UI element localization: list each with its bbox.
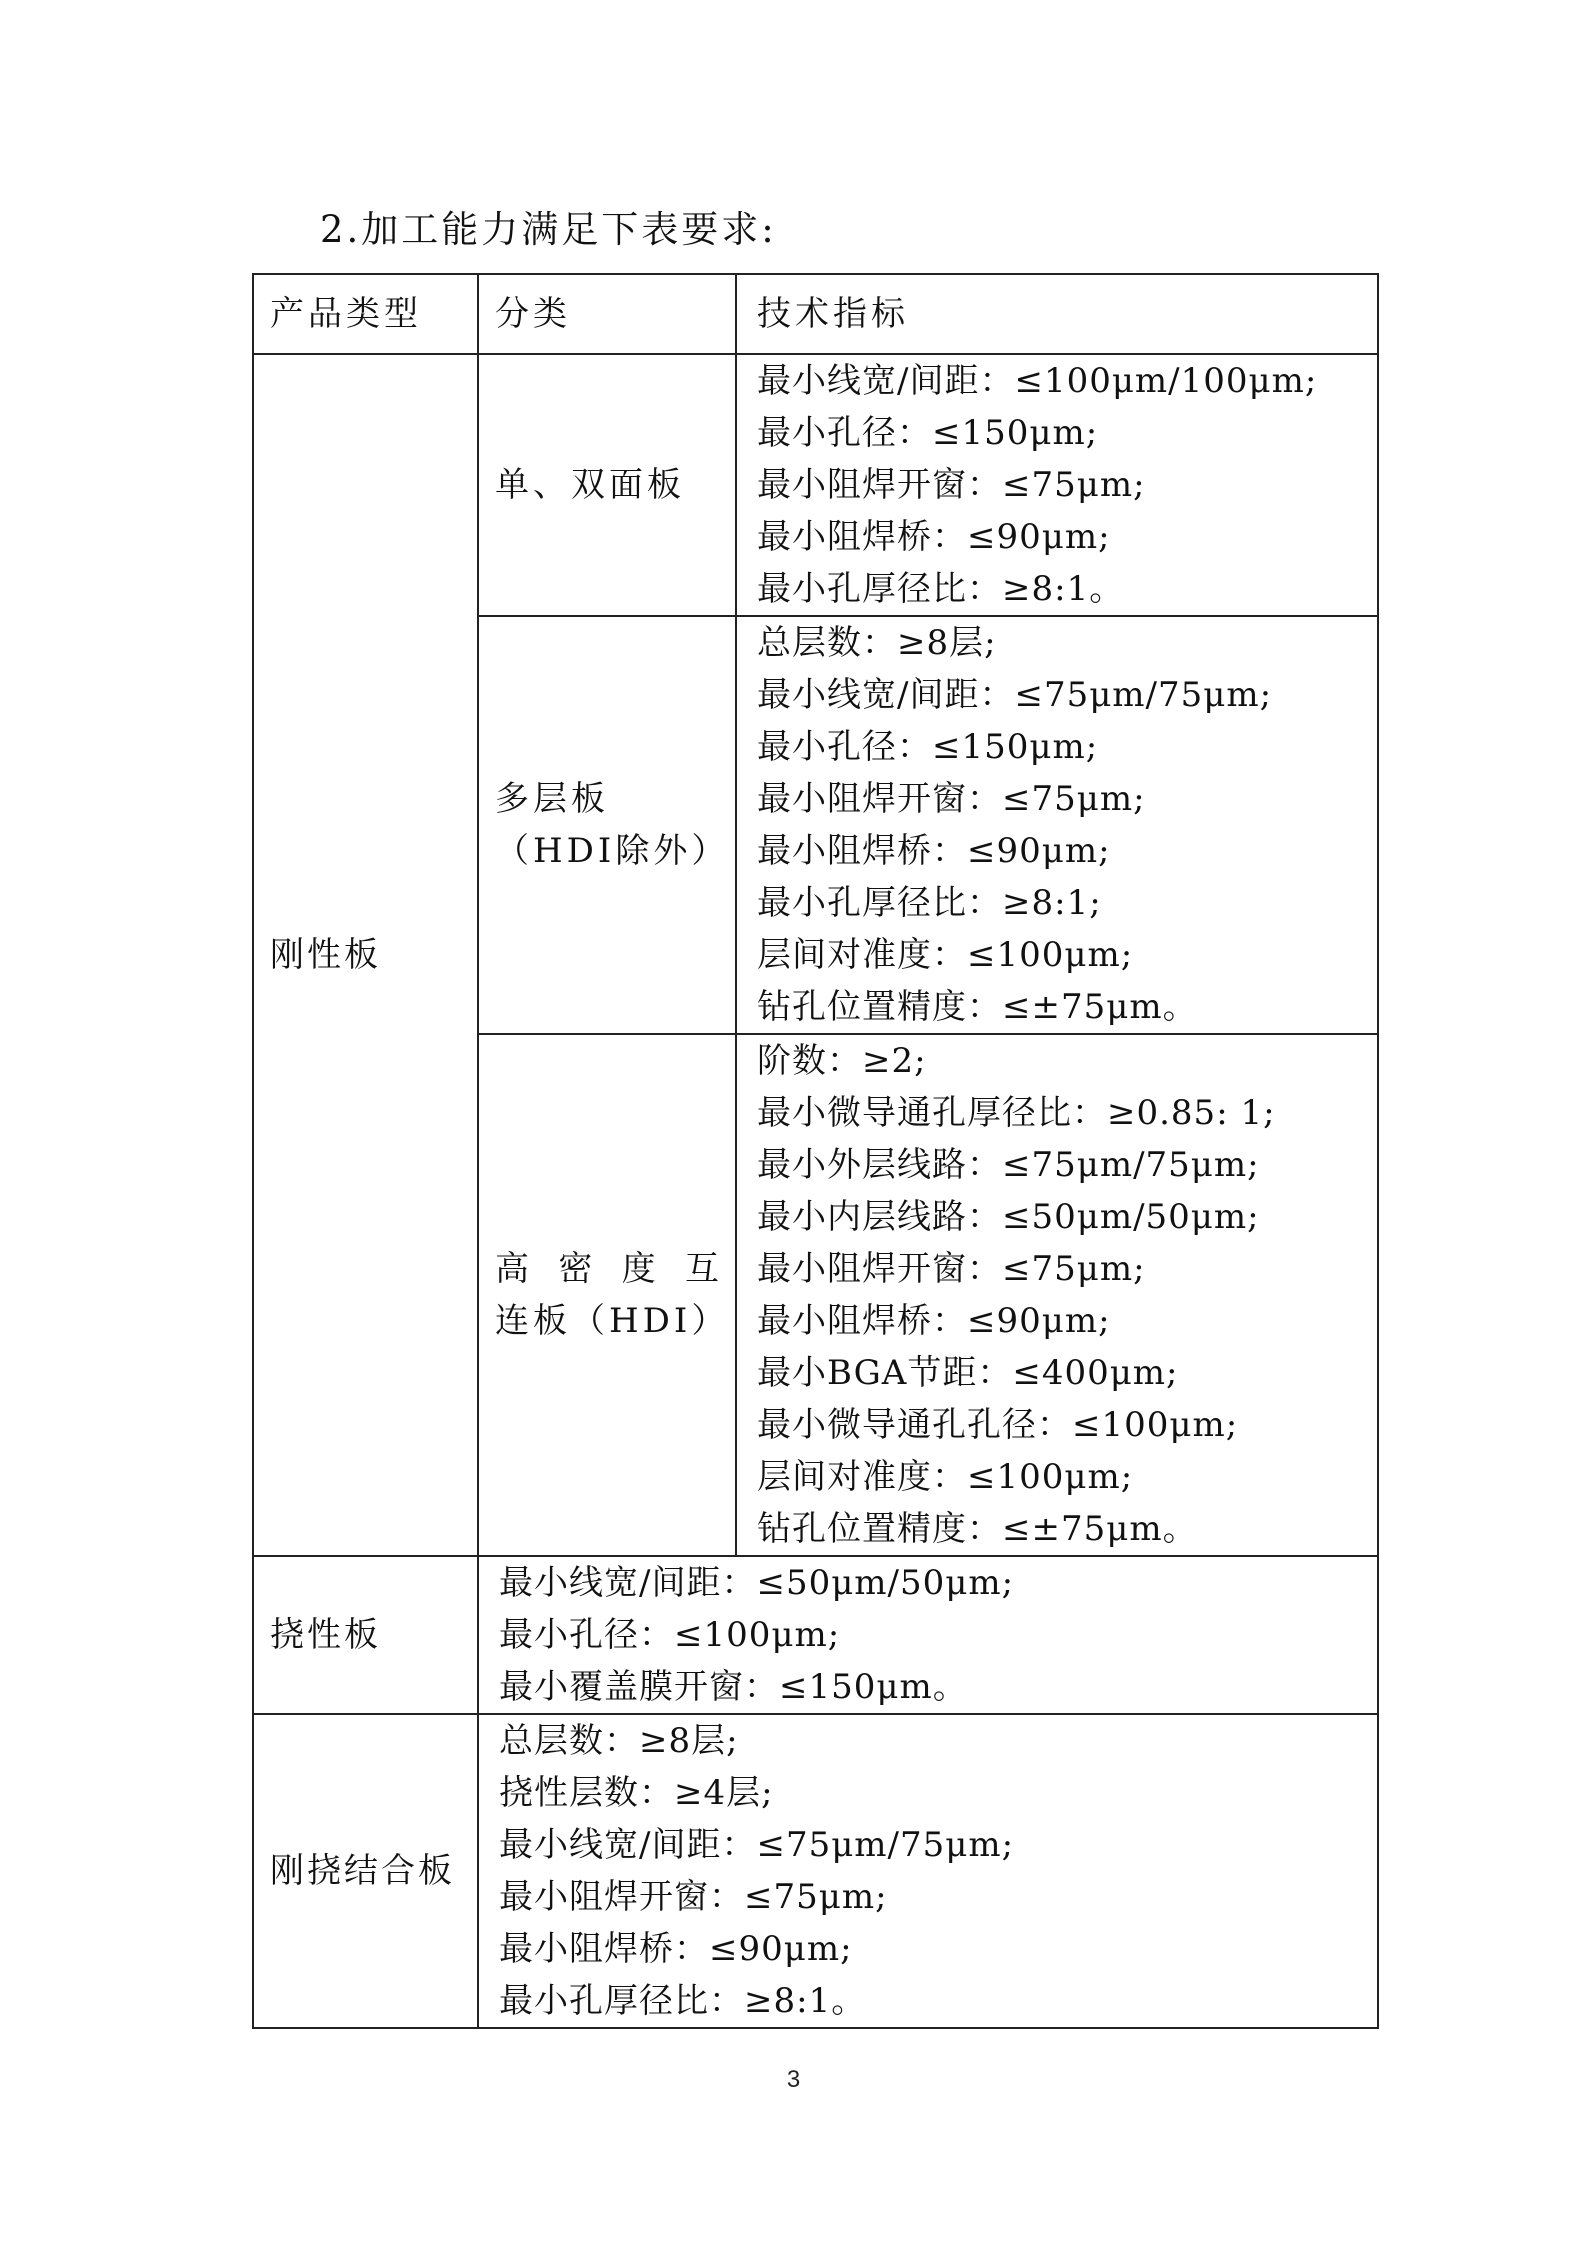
spec-item: 最小外层线路：≤75μm/75μm; [757, 1145, 1260, 1185]
spec-cell [736, 1034, 1378, 1556]
category-char: 连 [495, 1301, 533, 1341]
category-label-line-2 [495, 1295, 730, 1347]
product-type-flex: 挠性板 [253, 1556, 478, 1714]
spec-item: 阶数：≥2; [757, 1041, 927, 1081]
category-label: 多层板 [495, 779, 609, 819]
spec-item: 最小线宽/间距：≤50μm/50μm; [499, 1563, 1015, 1603]
category-label-line-1 [495, 1243, 723, 1295]
spec-item: 最小孔径：≤150μm; [757, 413, 1099, 453]
page-number: 3 [786, 2066, 801, 2093]
spec-item: 最小孔径：≤100μm; [499, 1615, 841, 1655]
spec-cell [478, 1556, 1378, 1714]
category-label-note: （HDI除外） [495, 831, 730, 871]
spec-item: 最小孔厚径比：≥8:1。 [499, 1981, 867, 2021]
table-row [253, 1714, 1378, 2028]
spec-item: 最小线宽/间距：≤75μm/75μm; [499, 1825, 1015, 1865]
spec-item: 最小孔厚径比：≥8:1; [757, 883, 1102, 923]
header-product-type: 产品类型 [253, 274, 478, 354]
table-row [253, 354, 1378, 616]
product-type-rigid: 刚性板 [253, 354, 478, 1556]
category-char: 高 [495, 1249, 533, 1289]
spec-cell [736, 354, 1378, 616]
spec-item: 钻孔位置精度：≤±75μm。 [757, 987, 1198, 1027]
spec-item: 最小阻焊桥：≤90μm; [499, 1929, 853, 1969]
section-heading: 2.加工能力满足下表要求: [320, 208, 777, 251]
category-single-double [478, 354, 736, 616]
category-char: 互 [684, 1249, 723, 1289]
capability-table [252, 273, 1379, 2029]
category-char: （HDI） [571, 1301, 730, 1341]
spec-item: 最小BGA节距：≤400μm; [757, 1353, 1179, 1393]
spec-item: 最小阻焊开窗：≤75μm; [757, 779, 1146, 819]
spec-item: 最小阻焊桥：≤90μm; [757, 831, 1111, 871]
spec-item: 最小线宽/间距：≤75μm/75μm; [757, 675, 1273, 715]
category-multilayer [478, 616, 736, 1034]
spec-item: 最小孔径：≤150μm; [757, 727, 1099, 767]
spec-item: 总层数：≥8层; [757, 623, 997, 663]
spec-item: 层间对准度：≤100μm; [757, 1457, 1134, 1497]
spec-item: 最小微导通孔孔径：≤100μm; [757, 1405, 1239, 1445]
category-char: 板 [533, 1301, 571, 1341]
spec-item: 层间对准度：≤100μm; [757, 935, 1134, 975]
spec-item: 总层数：≥8层; [499, 1721, 739, 1761]
category-hdi [478, 1034, 736, 1556]
header-category: 分类 [478, 274, 736, 354]
spec-item: 最小覆盖膜开窗：≤150μm。 [499, 1667, 968, 1707]
spec-item: 最小内层线路：≤50μm/50μm; [757, 1197, 1260, 1237]
spec-item: 最小阻焊开窗：≤75μm; [499, 1877, 888, 1917]
table-row [253, 1556, 1378, 1714]
spec-item: 最小线宽/间距：≤100μm/100μm; [757, 361, 1318, 401]
spec-item: 挠性层数：≥4层; [499, 1773, 774, 1813]
product-type-rigid-flex: 刚挠结合板 [253, 1714, 478, 2028]
table-header-row [253, 274, 1378, 354]
spec-item: 最小孔厚径比：≥8:1。 [757, 569, 1125, 609]
spec-item: 最小阻焊开窗：≤75μm; [757, 465, 1146, 505]
spec-cell [478, 1714, 1378, 2028]
category-char: 度 [621, 1249, 660, 1289]
spec-item: 最小阻焊桥：≤90μm; [757, 517, 1111, 557]
category-label: 单、双面板 [495, 465, 685, 505]
spec-item: 最小微导通孔厚径比：≥0.85: 1; [757, 1093, 1276, 1133]
spec-item: 钻孔位置精度：≤±75μm。 [757, 1509, 1198, 1549]
category-char: 密 [558, 1249, 597, 1289]
spec-item: 最小阻焊桥：≤90μm; [757, 1301, 1111, 1341]
header-tech-spec: 技术指标 [736, 274, 1378, 354]
spec-item: 最小阻焊开窗：≤75μm; [757, 1249, 1146, 1289]
spec-cell [736, 616, 1378, 1034]
